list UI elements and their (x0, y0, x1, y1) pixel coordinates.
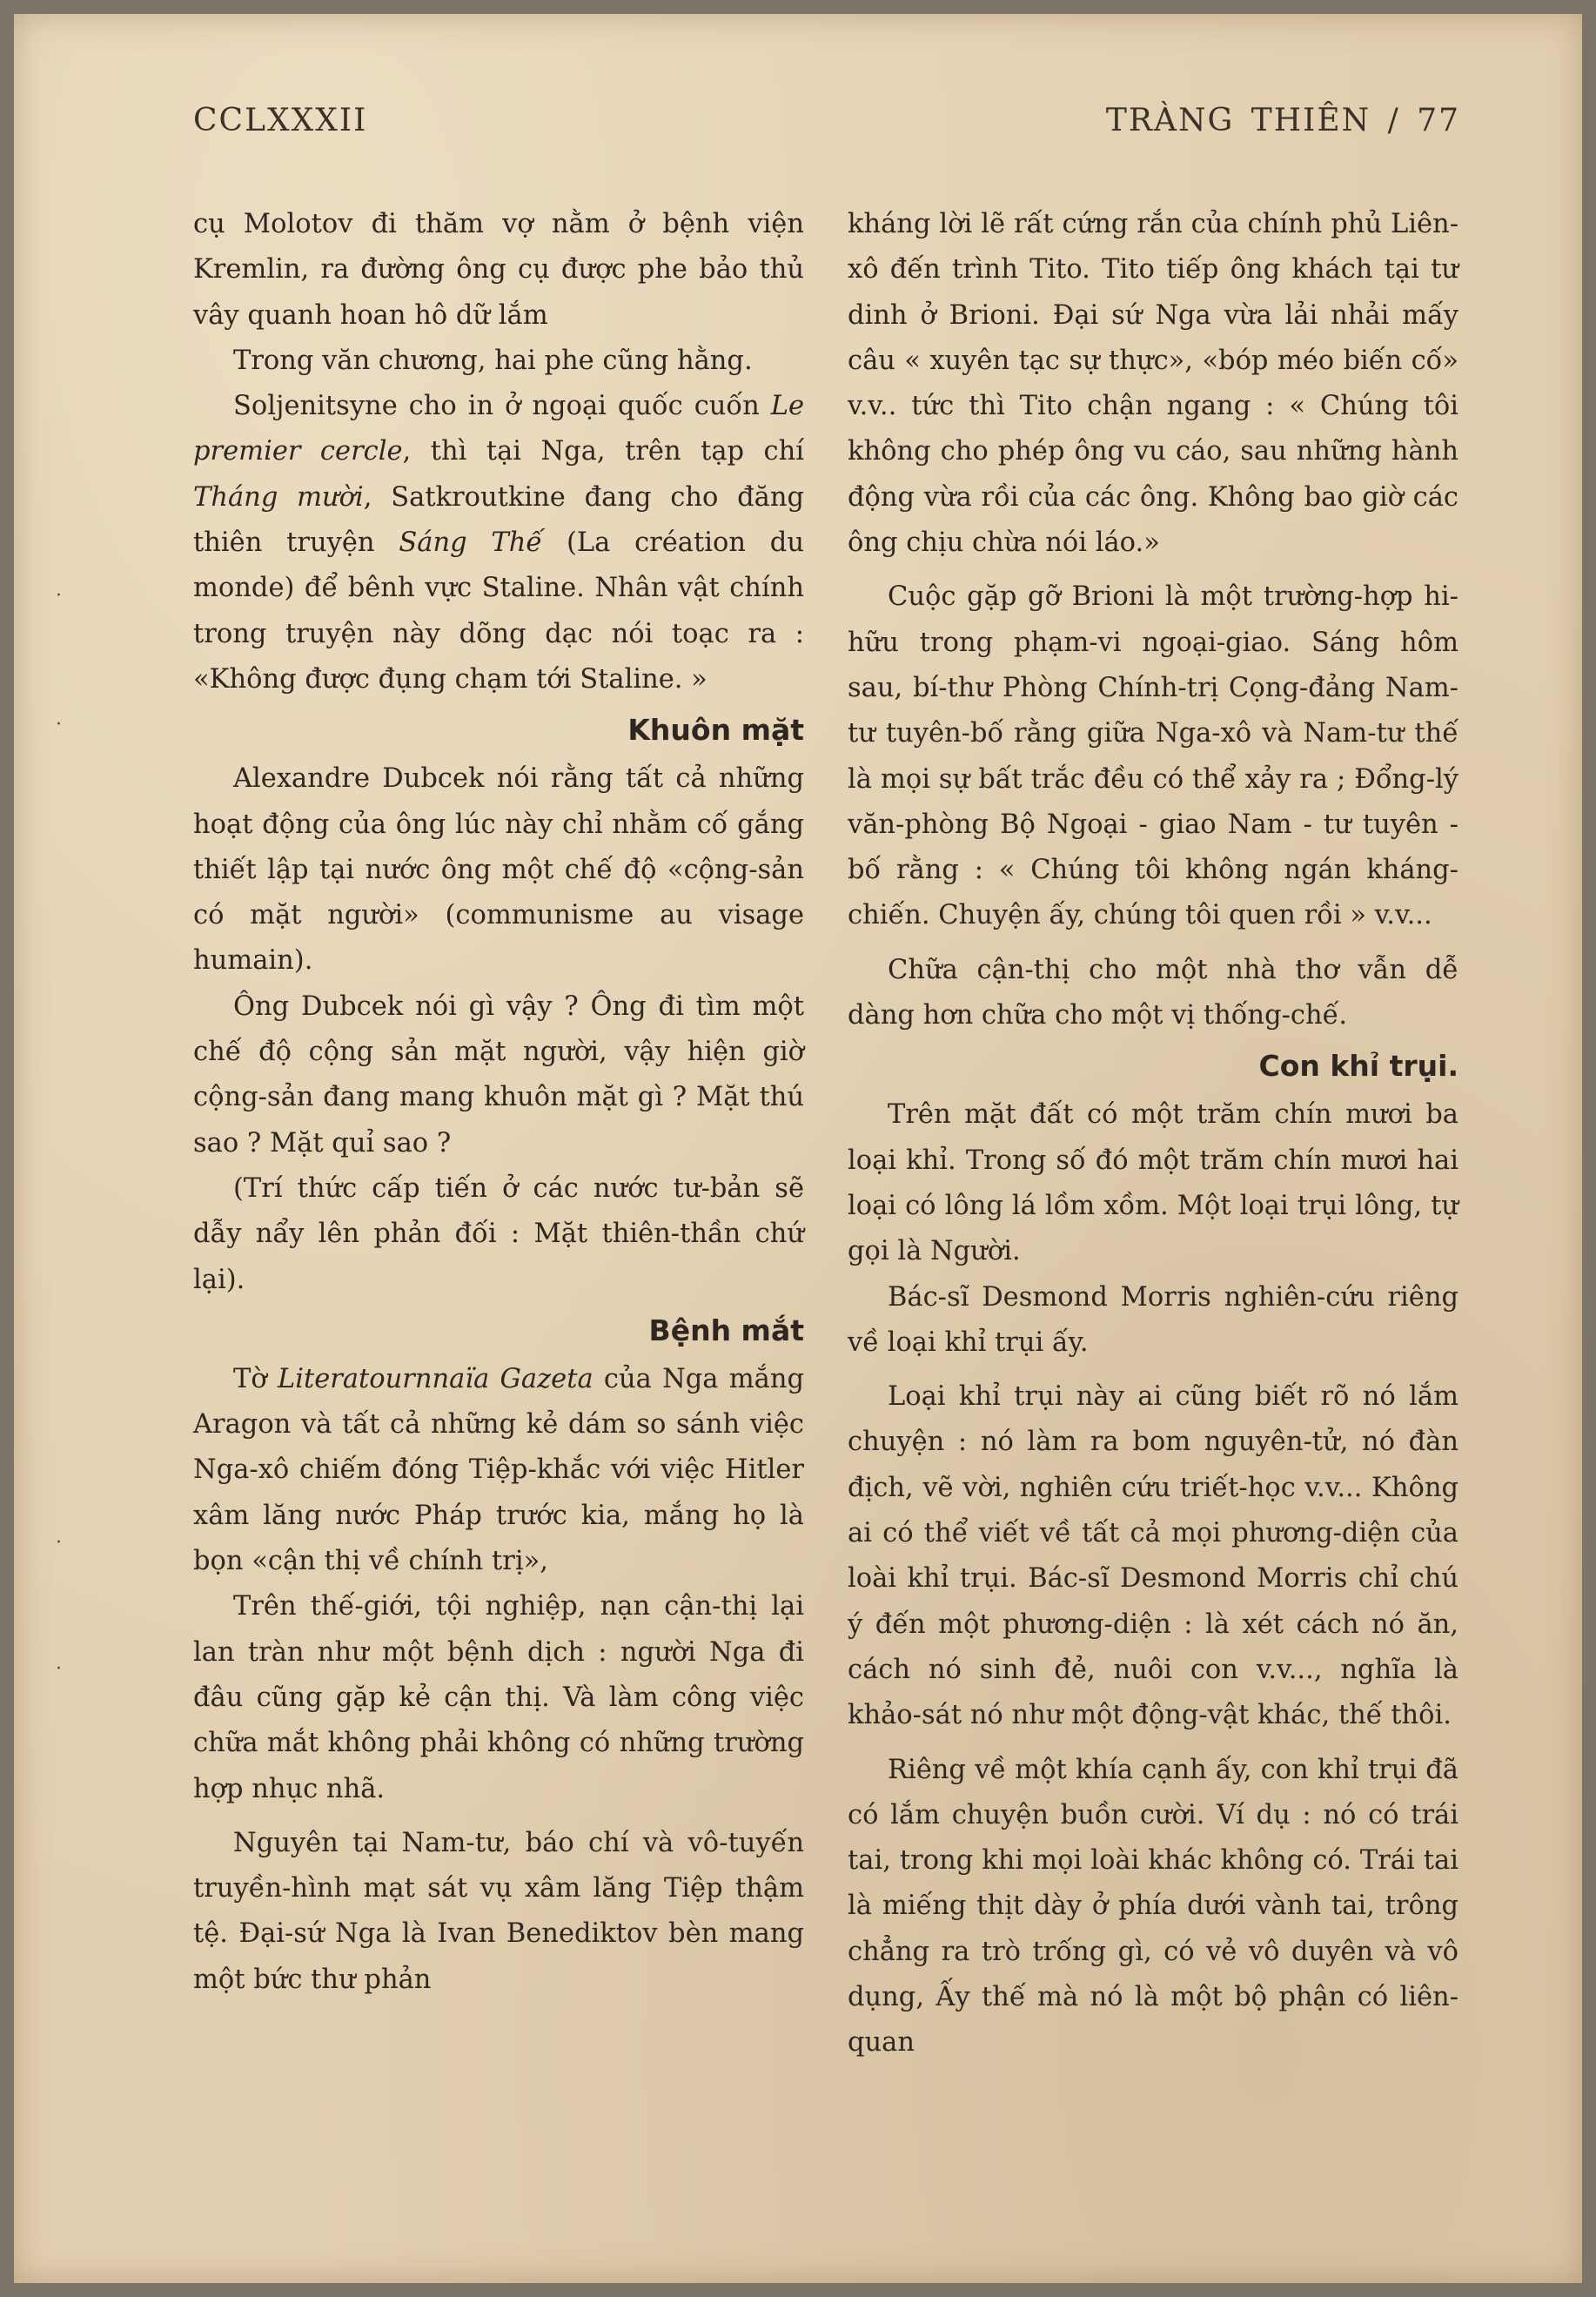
paragraph: Bác-sĩ Desmond Morris nghiên-cứu riêng về loại khỉ trụi ấy. (848, 1281, 1459, 1358)
paragraph: Alexandre Dubcek nói rằng tất cả những hoạt động của ông lúc này chỉ nhằm cố gắng thiết lập tại nước ông một chế độ «cộng-sản có mặt người» (communisme au visage humain). (193, 763, 804, 977)
paragraph: Cuộc gặp gỡ Brioni là một trường-hợp hi-hữu trong phạm-vi ngoại-giao. Sáng hôm sau, bí-thư Phòng Chính-trị Cọng-đảng Nam-tư tuyên-bố rằng giữa Nga-xô và Nam-tư thế là mọi sự bất trắc đều có thể xảy ra ; Đổng-lý văn-phòng Bộ Ngoại - giao Nam - tư tuyên - bố rằng : « Chúng tôi không ngán kháng-chiến. Chuyện ấy, chúng tôi quen rồi » v.v... (848, 581, 1459, 931)
paragraph: Trong văn chương, hai phe cũng hằng. (233, 345, 753, 376)
paragraph: kháng lời lẽ rất cứng rắn của chính phủ Liên-xô đến trình Tito. Tito tiếp ông khách tại tư dinh ở Brioni. Đại sứ Nga vừa lải nhải mấy câu « xuyên tạc sự thực», «bóp méo biến cố» v.v.. tức thì Tito chận ngang : « Chúng tôi không cho phép ông vu cáo, sau những hành động vừa rồi của các ông. Không bao giờ các ông chịu chừa nói láo.» (848, 209, 1459, 559)
magazine-title: Tháng mười (193, 481, 364, 513)
margin-speck: · (56, 585, 62, 607)
section-heading: Khuôn mặt (627, 713, 804, 748)
paragraph: Nguyên tại Nam-tư, báo chí và vô-tuyến truyền-hình mạt sát vụ xâm lăng Tiệp thậm tệ. Đại-sứ Nga là Ivan Benediktov bèn mang một bức thư phản (193, 1827, 804, 1995)
section-heading: Bệnh mắt (648, 1313, 804, 1347)
paragraph: Trên thế-giới, tội nghiệp, nạn cận-thị lại lan tràn như một bệnh dịch : người Nga đi đâu cũng gặp kẻ cận thị. Và làm công việc chữa mắt không phải không có những trường hợp nhục nhã. (193, 1591, 804, 1804)
running-head (1106, 103, 1460, 138)
paragraph (193, 384, 804, 702)
margin-speck: · (56, 1658, 62, 1680)
paragraph: Ông Dubcek nói gì vậy ? Ông đi tìm một chế độ cộng sản mặt người, vậy hiện giờ cộng-sản đang mang khuôn mặt gì ? Mặt thú sao ? Mặt quỉ sao ? (193, 991, 804, 1159)
page-header (193, 103, 1460, 146)
book-title: Le premier cercle (193, 391, 804, 467)
paragraph: Loại khỉ trụi này ai cũng biết rõ nó lắm chuyện : nó làm ra bom nguyên-tử, nó đàn địch, vẽ vời, nghiên cứu triết-học v.v... Không ai có thể viết về tất cả mọi phương-diện của loài khỉ trụi. Bác-sĩ Desmond Morris chỉ chú ý đến một phương-diện : là xét cách nó ăn, cách nó sinh đẻ, nuôi con v.v..., nghĩa là khảo-sát nó như một động-vật khác, thế thôi. (848, 1381, 1459, 1731)
text-run: Tờ (233, 1363, 278, 1394)
margin-speck: · (56, 714, 62, 735)
novel-title: Sáng Thế (399, 527, 543, 559)
text-run: , thì tại Nga, trên tạp chí (402, 436, 804, 467)
paragraph: cụ Molotov đi thăm vợ nằm ở bệnh viện Kremlin, ra đường ông cụ được phe bảo thủ vây quanh hoan hô dữ lắm (193, 209, 804, 331)
paragraph: Trên mặt đất có một trăm chín mươi ba loại khỉ. Trong số đó một trăm chín mươi hai loại có lông lá lồm xồm. Một loại trụi lông, tự gọi là Người. (848, 1099, 1459, 1267)
text-run: , Satkroutkine đang cho đăng thiên truyện (193, 481, 804, 559)
paragraph: Chữa cận-thị cho một nhà thơ vẫn dễ dàng hơn chữa cho một vị thống-chế. (848, 954, 1459, 1031)
issue-number: CCLXXXII (193, 103, 368, 138)
margin-speck: · (56, 1532, 62, 1554)
paragraph: (Trí thức cấp tiến ở các nước tư-bản sẽ dẫy nẩy lên phản đối : Mặt thiên-thần chứ lại). (193, 1172, 804, 1295)
text-run: (La création du monde) để bênh vực Staline. Nhân vật chính trong truyện này dõng dạc nói toạc ra : «Không được đụng chạm tới Staline. » (193, 527, 804, 695)
paragraph (193, 1357, 804, 1584)
page-number: 77 (1417, 103, 1460, 138)
right-column (848, 202, 1459, 2066)
text-run: của Nga mắng Aragon và tất cả những kẻ dám so sánh việc Nga-xô chiếm đóng Tiệp-khắc với việc Hitler xâm lăng nước Pháp trước kia, mắng họ là bọn «cận thị về chính trị», (193, 1363, 805, 1577)
running-title: TRÀNG THIÊN (1105, 103, 1371, 138)
header-separator: / (1387, 103, 1400, 138)
section-heading: Con khỉ trụi. (1258, 1049, 1459, 1084)
paragraph: Riêng về một khía cạnh ấy, con khỉ trụi đã có lắm chuyện buồn cười. Ví dụ : nó có trái tai, trong khi mọi loài khác không có. Trái tai là miếng thịt dày ở phía dưới vành tai, trông chẳng ra trò trống gì, có vẻ vô duyên và vô dụng, Ấy thế mà nó là một bộ phận có liên-quan (848, 1754, 1459, 2059)
newspaper-title: Literatournnaïa Gazeta (277, 1363, 593, 1394)
text-run: Soljenitsyne cho in ở ngoại quốc cuốn (233, 391, 771, 422)
left-column (193, 202, 804, 2003)
